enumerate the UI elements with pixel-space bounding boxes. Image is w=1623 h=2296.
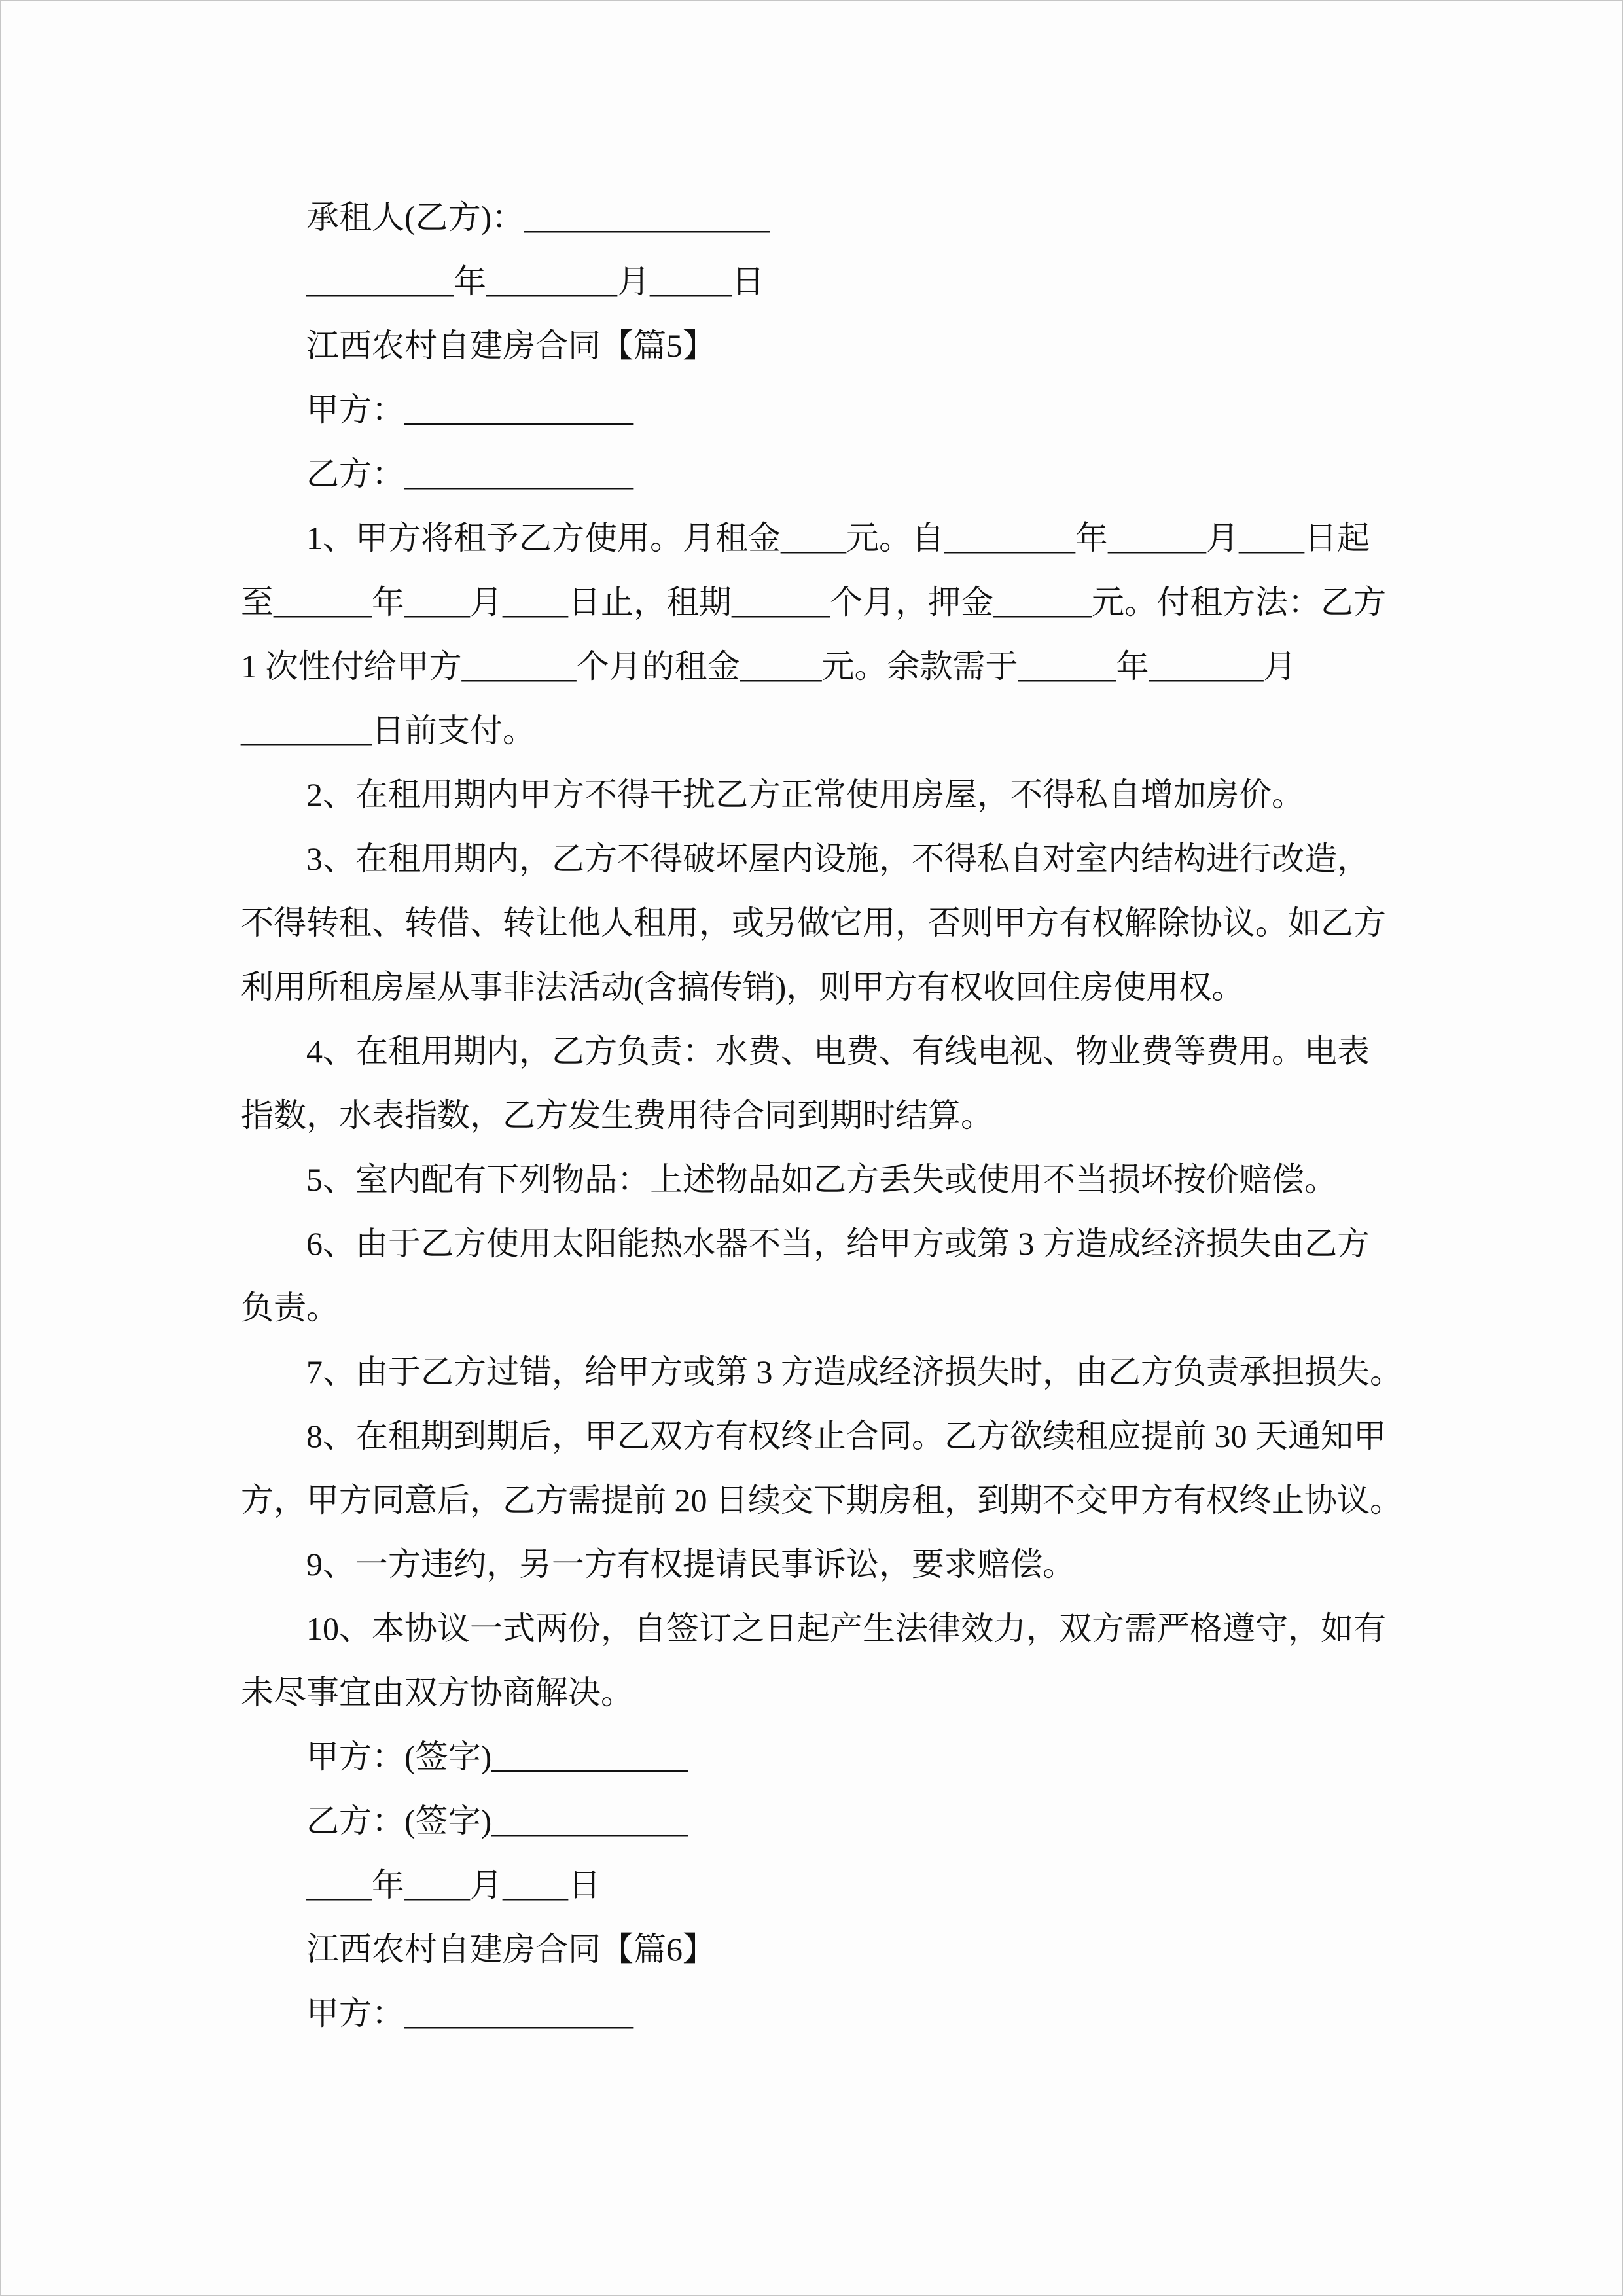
clause-6-line-2: 负责。 — [241, 1289, 339, 1326]
clause-1-line-2: 至______年____月____日止，租期______个月，押金______元。付租方法：乙方 — [241, 584, 1386, 620]
contract-page — [241, 185, 1402, 2045]
clause-7-line-1: 7、由于乙方过错，给甲方或第 3 方造成经济损失时，由乙方负责承担损失。 — [306, 1354, 1402, 1390]
clause-1-line-3: 1 次性付给甲方_______个月的租金_____元。余款需于______年_______月 — [241, 648, 1296, 685]
clause-3-line-3: 利用所租房屋从事非法活动(含搞传销)，则甲方有权收回住房使用权。 — [241, 969, 1245, 1005]
party-a-line-2: 甲方：______________ — [306, 1995, 633, 2032]
clause-6-line-1: 6、由于乙方使用太阳能热水器不当，给甲方或第 3 方造成经济损失由乙方 — [306, 1225, 1370, 1262]
clause-8-line-1: 8、在租期到期后，甲乙双方有权终止合同。乙方欲续租应提前 30 天通知甲 — [306, 1418, 1386, 1454]
clause-4-line-2: 指数，水表指数，乙方发生费用待合同到期时结算。 — [241, 1097, 993, 1134]
clause-9-line-1: 9、一方违约，另一方有权提请民事诉讼，要求赔偿。 — [306, 1546, 1075, 1583]
signature-date-line: ____年____月____日 — [306, 1867, 601, 1903]
clause-3-line-2: 不得转租、转借、转让他人租用，或另做它用，否则甲方有权解除协议。如乙方 — [241, 905, 1386, 941]
clause-8-line-2: 方，甲方同意后，乙方需提前 20 日续交下期房租，到期不交甲方有权终止协议。 — [241, 1482, 1402, 1518]
section-title-6: 江西农村自建房合同【篇6】 — [306, 1931, 715, 1967]
party-b-line: 乙方：______________ — [306, 456, 633, 492]
party-a-signature: 甲方：(签字)____________ — [306, 1738, 688, 1775]
clause-10-line-2: 未尽事宜由双方协商解决。 — [241, 1674, 633, 1711]
clause-10-line-1: 10、本协议一式两份，自签订之日起产生法律效力，双方需严格遵守，如有 — [306, 1610, 1386, 1647]
clause-5-line-1: 5、室内配有下列物品：上述物品如乙方丢失或使用不当损坏按价赔偿。 — [306, 1161, 1337, 1198]
clause-2-line-1: 2、在租用期内甲方不得干扰乙方正常使用房屋，不得私自增加房价。 — [306, 776, 1304, 813]
clause-1-line-1: 1、甲方将租予乙方使用。月租金____元。自________年______月____日起 — [306, 520, 1370, 556]
clause-4-line-1: 4、在租用期内，乙方负责：水费、电费、有线电视、物业费等费用。电表 — [306, 1033, 1370, 1069]
lessee-line: 承租人(乙方)：_______________ — [306, 199, 770, 236]
clause-1-line-4: ________日前支付。 — [241, 712, 535, 749]
clause-3-line-1: 3、在租用期内，乙方不得破坏屋内设施，不得私自对室内结构进行改造， — [306, 840, 1370, 877]
date-line: _________年________月_____日 — [306, 263, 764, 300]
party-a-line: 甲方：______________ — [306, 391, 633, 428]
section-title-5: 江西农村自建房合同【篇5】 — [306, 327, 715, 364]
party-b-signature: 乙方：(签字)____________ — [306, 1803, 688, 1839]
